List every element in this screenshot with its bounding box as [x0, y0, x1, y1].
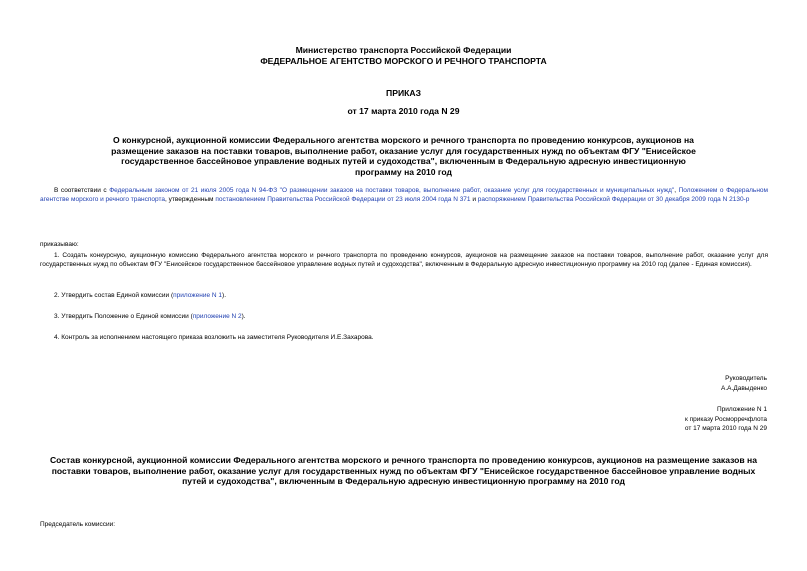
order-title: О конкурсной, аукционной комиссии Федерального агентства морского и речного транспорта по проведению конкурсов, аукционов на размещение заказов на поставки товаров, выполнение работ, оказание услуг для государственных нужд по объектам ФГУ "Енисейское государственное бассейновое управление водных путей и судоходства", включенным в Федеральную адресную инвестиционную программу на 2010 год [111, 135, 696, 177]
appendix-ref: к приказу Росморречфлота [685, 416, 767, 423]
order-type: ПРИКАЗ [386, 88, 421, 98]
chairman-label: Председатель комиссии: [40, 521, 116, 528]
item-2-text: 2. Утвердить состав Единой комиссии ( [54, 292, 174, 299]
preamble-text-4: и [470, 196, 478, 203]
government-decree-link[interactable]: постановлением Правительства Российской Федерации от 23 июля 2004 года N 371 [215, 196, 471, 203]
signature-name: А.А.Давыденко [721, 385, 767, 392]
ministry-name: Министерство транспорта Российской Федерации [295, 45, 512, 55]
appendix-2-link[interactable]: приложение N 2 [192, 313, 242, 320]
item-2-end: ). [222, 292, 227, 299]
order-date-number: от 17 марта 2010 года N 29 [347, 106, 460, 116]
item-1: 1. Создать конкурсную, аукционную комиссию Федерального агентства морского и речного транспорта по проведению конкурсов, аукционов на размещение заказов на поставки товаров, выполнение работ, оказание услуг для государственных нужд по объектам ФГУ "Енисейское государственное бассейновое управление водных путей и судоходства", включенным в Федеральную адресную инвестиционную программу на 2010 год (далее - Единая комиссия). [40, 252, 768, 268]
agency-regulation-link[interactable]: Положением о Федеральном агентстве морского и речного транспорта [40, 187, 768, 203]
federal-law-link[interactable]: Федеральным законом от 21 июля 2005 года N 94-ФЗ "О размещении заказов на поставки товаров, выполнение работ, оказание услуг для государственных и муниципальных нужд" [109, 187, 675, 194]
item-3-text: 3. Утвердить Положение о Единой комиссии ( [54, 313, 193, 320]
item-4: 4. Контроль за исполнением настоящего приказа возложить на заместителя Руководителя И.Е.Захарова. [54, 334, 374, 341]
government-order-link[interactable]: распоряжением Правительства Российской Федерации от 30 декабря 2009 года N 2130-р [477, 196, 750, 203]
item-2 [54, 291, 768, 300]
order-word: приказываю: [40, 241, 79, 248]
preamble-text-3: , утвержденным [164, 196, 216, 203]
agency-name: ФЕДЕРАЛЬНОЕ АГЕНТСТВО МОРСКОГО И РЕЧНОГО ТРАНСПОРТА [260, 56, 547, 66]
preamble-text-1: В соответствии с [54, 187, 110, 194]
item-3 [54, 312, 768, 321]
appendix-label: Приложение N 1 [716, 406, 767, 413]
signature-position: Руководитель [725, 375, 767, 382]
preamble-text-2: , [674, 187, 679, 194]
appendix-date: от 17 марта 2010 года N 29 [684, 425, 767, 432]
appendix-title: Состав конкурсной, аукционной комиссии Федерального агентства морского и речного транспорта по проведению конкурсов, аукционов на размещение заказов на поставки товаров, выполнение работ, оказание услуг для государственных нужд по объектам ФГУ "Енисейское государственное бассейновое управление водных путей и судоходства", включенным в Федеральную адресную инвестиционную программу на 2010 год [49, 455, 758, 486]
preamble-paragraph [40, 186, 768, 204]
item-3-end: ). [241, 313, 246, 320]
appendix-1-link[interactable]: приложение N 1 [173, 292, 223, 299]
